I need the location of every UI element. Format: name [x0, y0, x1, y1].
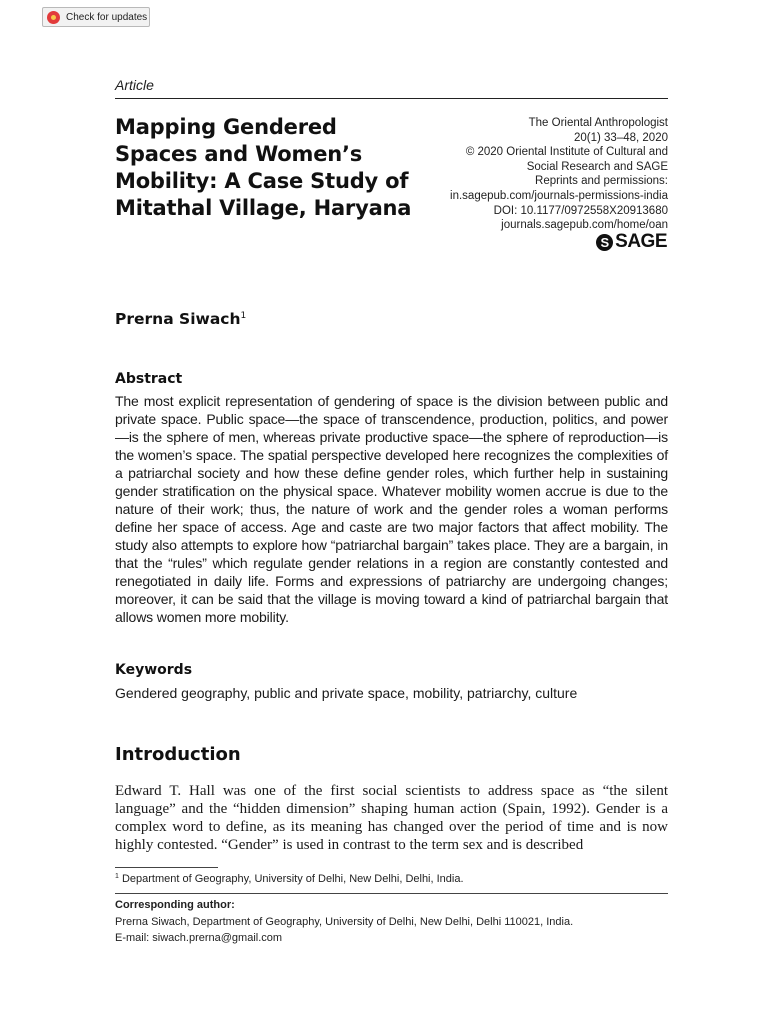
- author-name: [115, 310, 246, 328]
- corresponding-author-block: [115, 897, 573, 947]
- sage-logo-text: SAGE: [615, 231, 667, 252]
- journal-volume: 20(1) 33–48, 2020: [574, 131, 668, 144]
- introduction-body: Edward T. Hall was one of the first social scientists to address space as “the silent language” and the “hidden dimension” shaping human action (Spain, 1992). Gender is a complex word to define, as its meaning has changed over the period of time and is now highly contested. “Gender” is used in contrast to the term sex and is described: [115, 783, 668, 853]
- sage-logo: [596, 231, 667, 253]
- sage-logo-icon: S: [596, 234, 613, 251]
- corresponding-author-address: Prerna Siwach, Department of Geography, University of Delhi, New Delhi, Delhi 110021, India.: [115, 915, 574, 928]
- abstract-body: The most explicit representation of gendering of space is the division between public and private space. Public space—the space of transcendence, production, politics, and power—is the sphere of men, whereas private productive space—the sphere of reproduction—is the women’s space. The spatial perspective developed here recognizes the complexities of a patriarchal society and how these define gender roles, which further help in sustaining gender stratification on the physical space. Whatever mobility women accrue is due to the nature of their work; thus, the nature of work and the gender roles a woman performs define her space of access. Age and caste are two major factors that affect mobility. The study also attempts to explore how “patriarchal bargain” takes place. They are a bargain, in that the “rules” which regulate gender relations in a region are constantly contested and renegotiated in daily life. Forms and expressions of patriarchy are undergoing changes; moreover, it can be said that the village is moving toward a kind of patriarchal bargain that allows women more mobility.: [115, 393, 668, 625]
- doi-link[interactable]: DOI: 10.1177/0972558X20913680: [493, 204, 668, 217]
- journal-name: The Oriental Anthropologist: [528, 117, 668, 129]
- corresponding-author-email[interactable]: E-mail: siwach.prerna@gmail.com: [115, 932, 283, 944]
- abstract-heading: Abstract: [115, 371, 183, 387]
- journal-homepage-link[interactable]: journals.sagepub.com/home/oan: [501, 219, 668, 232]
- reprints-label: Reprints and permissions:: [535, 175, 668, 188]
- header-divider: [115, 98, 668, 99]
- copyright-line-2: Social Research and SAGE: [526, 160, 668, 173]
- check-for-updates-label: Check for updates: [66, 11, 148, 23]
- affiliation-mark: 1: [240, 311, 247, 321]
- footnote-mark: 1: [115, 873, 119, 880]
- copyright-line: © 2020 Oriental Institute of Cultural and: [465, 146, 668, 159]
- introduction-heading: Introduction: [115, 744, 241, 765]
- keywords-list: Gendered geography, public and private space, mobility, patriarchy, culture: [115, 685, 578, 701]
- footnote-divider: [115, 867, 218, 868]
- check-for-updates-button[interactable]: [42, 7, 150, 27]
- footnote-text: Department of Geography, University of Delhi, New Delhi, Delhi, India.: [121, 873, 464, 885]
- corresponding-author-label: Corresponding author:: [115, 899, 235, 911]
- paper-title: Mapping Gendered Spaces and Women’s Mobility: A Case Study of Mitathal Village, Haryana: [115, 115, 412, 220]
- affiliation-footnote: [115, 873, 464, 885]
- article-type-label: Article: [115, 77, 154, 93]
- corresponding-divider: [115, 893, 668, 894]
- check-updates-icon: [47, 11, 60, 24]
- journal-metadata: [368, 116, 668, 233]
- keywords-heading: Keywords: [115, 662, 193, 678]
- author-name-text: Prerna Siwach: [115, 310, 241, 328]
- permissions-link[interactable]: in.sagepub.com/journals-permissions-india: [450, 189, 668, 202]
